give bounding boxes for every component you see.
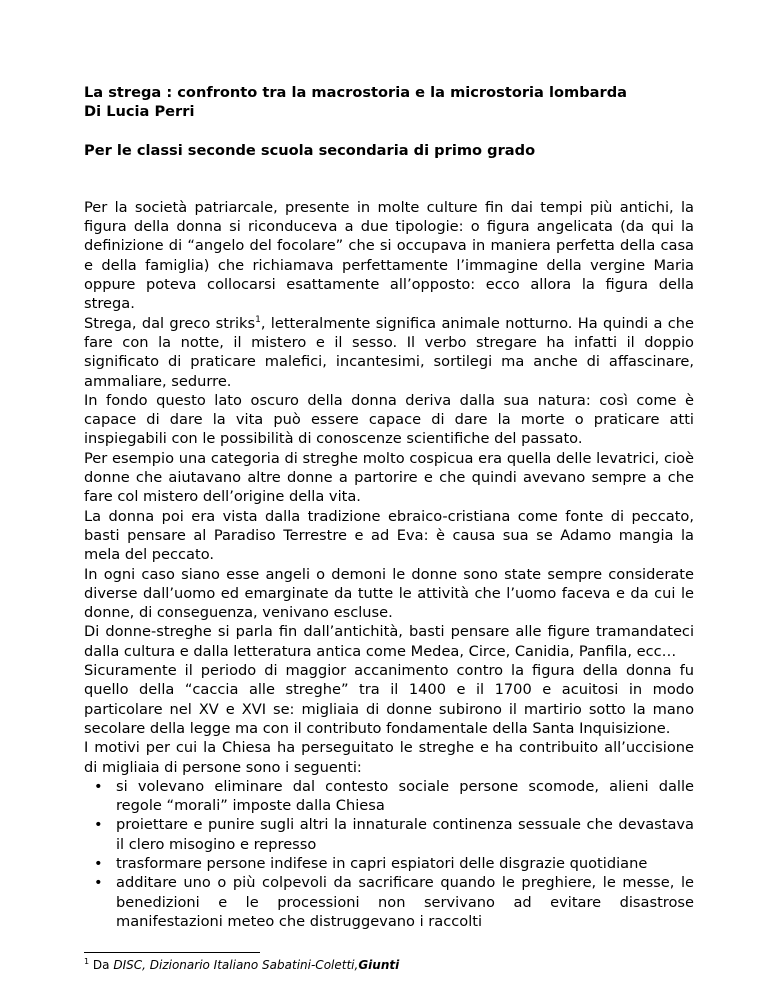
footnote-publisher: Giunti <box>358 958 400 972</box>
list-item-text: proiettare e punire sugli altri la innaturale continenza sessuale che devastava il clero misogino e represso <box>116 816 694 853</box>
author-line: Di Lucia Perri <box>84 103 195 121</box>
paragraph-4: Per esempio una categoria di streghe molto cospicua era quella delle levatrici, cioè donne che aiutavano altre donne a partorire e che quindi avevano sempre a che fare col mistero dell’origine della vita. <box>84 449 694 506</box>
body-text <box>84 198 694 931</box>
document-page <box>84 83 694 931</box>
title-line-1: La strega : confronto tra la macrostoria e la microstoria lombarda <box>84 84 627 101</box>
footnote-prefix: Da <box>92 958 114 972</box>
list-item-text: additare uno o più colpevoli da sacrificare quando le preghiere, le messe, le benedizioni e le processioni non servivano ad evitare disastrose manifestazioni meteo che distruggevano i raccolti <box>116 874 694 930</box>
bullet-icon: • <box>94 816 103 834</box>
list-item <box>94 854 694 873</box>
paragraph-3: In fondo questo lato oscuro della donna deriva dalla sua natura: così come è capace di dare la vita può essere capace di dare la morte o praticare atti inspiegabili con le possibilità di conoscenze scientifiche del passato. <box>84 391 694 448</box>
subtitle: Per le classi seconde scuola secondaria di primo grado <box>84 141 536 159</box>
footnote <box>84 958 399 972</box>
paragraph-2 <box>84 314 694 391</box>
list-item <box>94 815 694 854</box>
footnote-separator <box>84 952 260 953</box>
footnote-source: DISC, Dizionario Italiano Sabatini-Coletti, <box>113 958 359 972</box>
footnote-reference[interactable]: 1 <box>255 314 261 325</box>
list-item-text: trasformare persone indifese in capri espiatori delle disgrazie quotidiane <box>116 854 648 872</box>
bullet-icon: • <box>94 854 103 872</box>
list-item <box>94 873 694 931</box>
bullet-icon: • <box>94 777 103 795</box>
paragraph-5: La donna poi era vista dalla tradizione ebraico-cristiana come fonte di peccato, basti pensare al Paradiso Terrestre e ad Eva: è causa sua se Adamo mangia la mela del peccato. <box>84 507 694 564</box>
list-item-text: si volevano eliminare dal contesto sociale persone scomode, alieni dalle regole “morali” imposte dalla Chiesa <box>116 777 694 815</box>
reasons-list <box>84 777 694 931</box>
paragraph-7: Di donne-streghe si parla fin dall’antichità, basti pensare alle figure tramandateci dalla cultura e dalla letteratura antica come Medea, Circe, Canidia, Panfila, ecc… <box>84 623 694 660</box>
paragraph-1: Per la società patriarcale, presente in molte culture fin dai tempi più antichi, la figura della donna si riconduceva a due tipologie: o figura angelicata (da qui la definizione di “angelo del focolare” che si occupava in maniera perfetta della casa e della famiglia) che richiamava perfettamente l’immagine della vergine Maria oppure poteva collocarsi esattamente all’opposto: ecco allora la figura della strega. <box>84 198 694 313</box>
footnote-number: 1 <box>84 957 90 966</box>
paragraph-2-start: Strega, dal greco striks <box>84 314 256 332</box>
paragraph-8: Sicuramente il periodo di maggior accanimento contro la figura della donna fu quello della “caccia alle streghe” tra il 1400 e il 1700 e acuitosi in modo particolare nel XV e XVI se: migliaia di donne subirono il martirio sotto la mano secolare della legge ma con il contributo fondamentale della Santa Inquisizione. <box>84 662 694 737</box>
paragraph-6: In ogni caso siano esse angeli o demoni le donne sono state sempre considerate diverse dall’uomo ed emarginate da tutte le attività che l’uomo faceva e da cui le donne, di conseguenza, venivano escluse. <box>84 565 694 622</box>
paragraph-2-end: , letteralmente significa animale notturno. Ha quindi a che fare con la notte, il mistero e il sesso. Il verbo stregare ha infatti il doppio significato di praticare malefici, incantesimi, sortilegi ma anche di affascinare, ammaliare, sedurre. <box>84 314 694 390</box>
paragraph-9: I motivi per cui la Chiesa ha perseguitato le streghe e ha contribuito all’uccisione di migliaia di persone sono i seguenti: <box>84 739 694 776</box>
list-item <box>94 777 694 816</box>
bullet-icon: • <box>94 874 103 892</box>
